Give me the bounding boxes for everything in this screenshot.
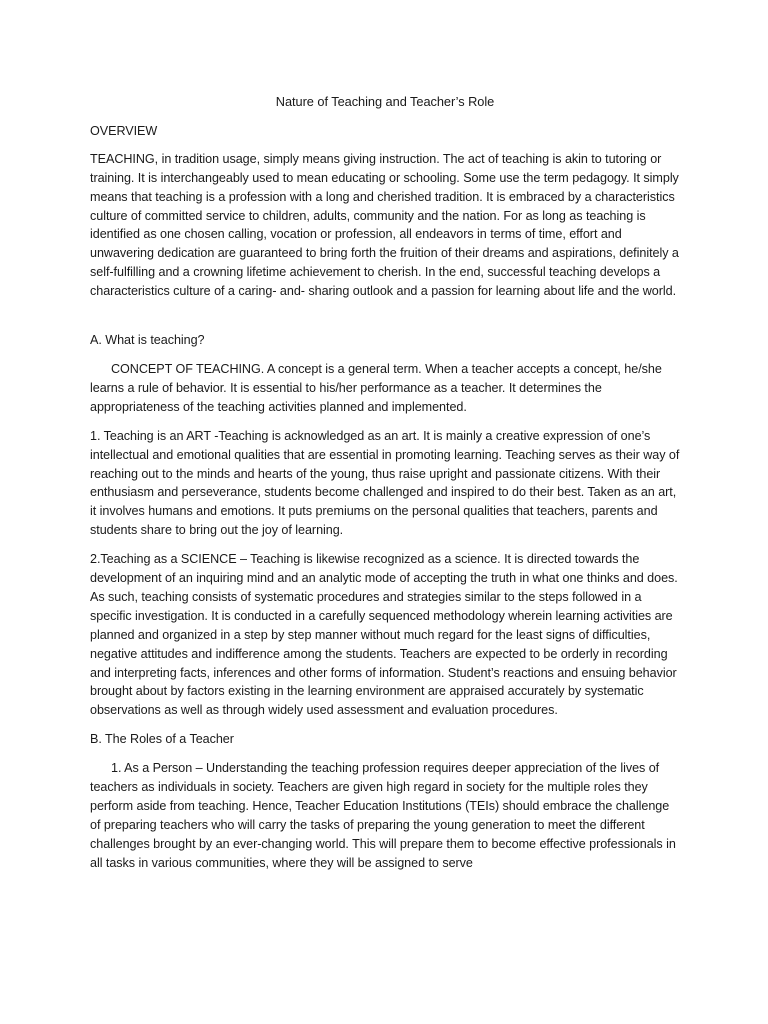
section-a-heading: A. What is teaching?	[90, 333, 205, 348]
overview-paragraph: TEACHING, in tradition usage, simply means giving instruction. The act of teaching is akin to tutoring or training. It is interchangeably used to mean educating or schooling. Some use the term pedagogy. It simply means that teaching is a profession with a long and cherished tradition. It is embraced by a characteristics culture of committed service to children, adults, community and the nation. For as long as teaching is identified as one chosen calling, vocation or profession, all endeavors in terms of time, effort and unwavering dedication are guaranteed to bring forth the fruition of their dreams and aspirations, definitely a self-fulfilling and a crowning lifetime achievement to cherish. In the end, successful teaching develops a characteristics culture of a caring- and- sharing outlook and a passion for learning about life and the world.	[90, 151, 679, 299]
section-b-heading: B. The Roles of a Teacher	[90, 732, 234, 747]
document-title: Nature of Teaching and Teacher’s Role	[275, 94, 495, 109]
concept-paragraph: CONCEPT OF TEACHING. A concept is a general term. When a teacher accepts a concept, he/she learns a rule of behavior. It is essential to his/her performance as a teacher. It determines the appropriateness of the teaching activities planned and implemented.	[90, 361, 662, 414]
overview-heading: OVERVIEW	[90, 123, 158, 138]
art-paragraph: 1. Teaching is an ART -Teaching is acknowledged as an art. It is mainly a creative expression of one’s intellectual and emotional qualities that are essential in promoting learning. Teaching serves as their way of reaching out to the minds and hearts of the young, thus raise upright and passionate citizens. With their enthusiasm and perseverance, students become challenged and inspired to do their best. Taken as an art, it involves humans and emotions. It puts premiums on the personal qualities that teachers, parents and students share to bring out the joy of learning.	[90, 428, 680, 538]
document-page	[90, 93, 680, 883]
person-paragraph: 1. As a Person – Understanding the teaching profession requires deeper appreciation of the lives of teachers as individuals in society. Teachers are given high regard in society for the multiple roles they perform aside from teaching. Hence, Teacher Education Institutions (TEIs) should embrace the challenge of preparing teachers who will carry the tasks of preparing the young generation to meet the different challenges brought by an ever-changing world. This will prepare them to become effective professionals in all tasks in various communities, where they will be assigned to serve	[90, 761, 676, 870]
science-paragraph: 2.Teaching as a SCIENCE – Teaching is likewise recognized as a science. It is directed towards the development of an inquiring mind and an analytic mode of accepting the truth in what one thinks and does. As such, teaching consists of systematic procedures and strategies similar to the steps followed in a specific investigation. It is conducted in a carefully sequenced methodology wherein learning activities are planned and organized in a step by step manner without much regard for the least signs of difficulties, negative attitudes and indifference among the students. Teachers are expected to be orderly in recording and interpreting facts, inferences and other forms of information. Student’s reactions and ensuing behavior brought about by factors existing in the learning environment are appraised accurately by systematic observations as well as through widely used assessment and evaluation procedures.	[90, 552, 678, 718]
